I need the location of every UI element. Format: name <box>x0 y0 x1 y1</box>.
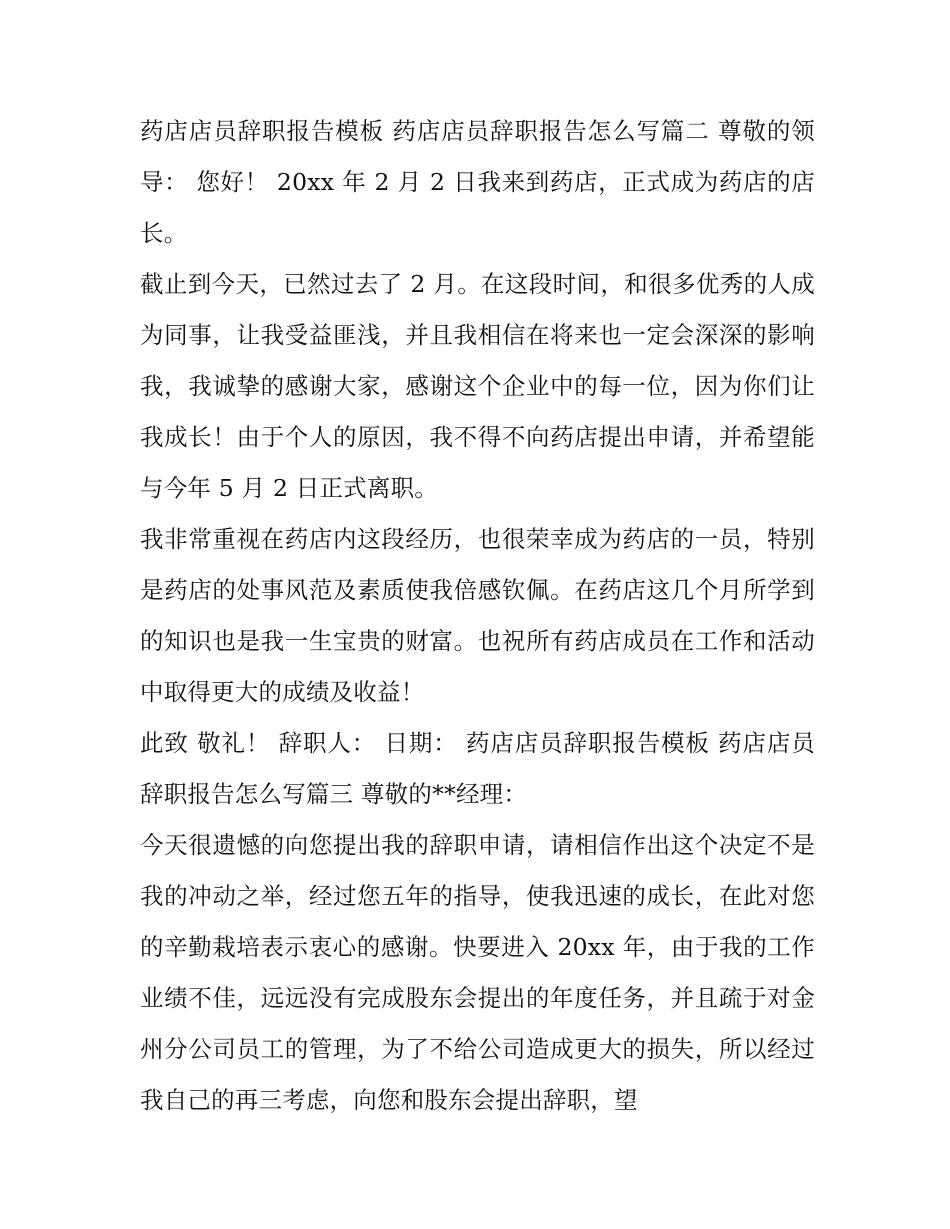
paragraph-3: 我非常重视在药店内这段经历，也很荣幸成为药店的一员，特别是药店的处事风范及素质使我倍感钦佩。在药店这几个月所学到的知识也是我一生宝贵的财富。也祝所有药店成员在工作和活动中取得更大的成绩及收益！ <box>140 525 815 706</box>
paragraph-5: 今天很遗憾的向您提出我的辞职申请，请相信作出这个决定不是我的冲动之举，经过您五年的指导，使我迅速的成长，在此对您的辛勤栽培表示衷心的感谢。快要进入 20xx 年，由于我的工作业绩不佳，远远没有完成股东会提出的年度任务，并且疏于对金州分公司员工的管理，为了不给公司造成更大的损失，所以经过我自己的再三考虑，向您和股东会提出辞职，望 <box>140 831 815 1114</box>
document-body <box>140 106 815 1126</box>
paragraph-2: 截止到今天，已然过去了 2 月。在这段时间，和很多优秀的人成为同事，让我受益匪浅，并且我相信在将来也一定会深深的影响我，我诚挚的感谢大家，感谢这个企业中的每一位，因为你们让我成长！由于个人的原因，我不得不向药店提出申请，并希望能与今年 5 月 2 日正式离职。 <box>140 270 815 502</box>
paragraph-1: 药店店员辞职报告模板 药店店员辞职报告怎么写篇二 尊敬的领导： 您好！ 20xx 年 2 月 2 日我来到药店，正式成为药店的店长。 <box>140 117 815 247</box>
paragraph-4: 此致 敬礼！ 辞职人： 日期： 药店店员辞职报告模板 药店店员辞职报告怎么写篇三 尊敬的**经理： <box>140 729 815 808</box>
